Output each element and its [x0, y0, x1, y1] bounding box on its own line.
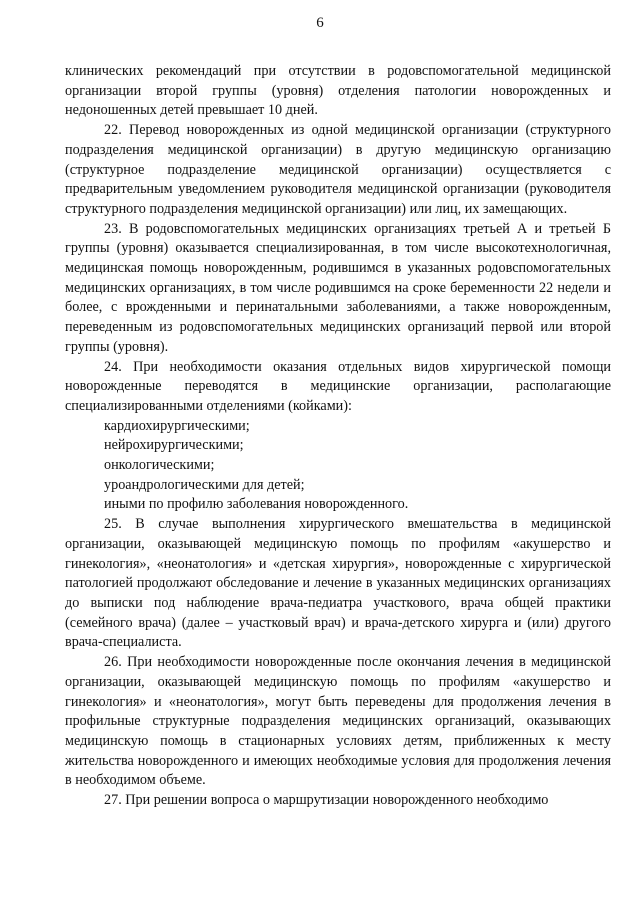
document-body	[65, 62, 611, 811]
paragraph-26: 26. При необходимости новорожденные после окончания лечения в медицинской организации, оказывающей медицинскую помощь по профилям «акушерство и гинекология» и «неонатология», могут быть переведены для продолжения лечения в профильные структурные подразделения медицинских организаций, оказывающих медицинскую помощь в стационарных условиях детям, приближенных к месту жительства новорожденного и имеющих необходимые условия для продолжения лечения в необходимом объеме.	[65, 654, 611, 789]
list-item: нейрохирургическими;	[104, 437, 244, 454]
specialized-departments-list	[65, 417, 611, 516]
list-item: кардиохирургическими;	[104, 417, 250, 434]
paragraph-22: 22. Перевод новорожденных из одной медицинской организации (структурного подразделения медицинской организации) в другую медицинскую организацию (структурное подразделение медицинской организации) осуществляется с предварительным уведомлением руководителя медицинской организации (руководителя структурного подразделения медицинской организации) или лиц, их замещающих.	[65, 122, 611, 217]
paragraph-27: 27. При решении вопроса о маршрутизации новорожденного необходимо	[104, 792, 549, 809]
list-item: онкологическими;	[104, 457, 215, 474]
paragraph-continuation: клинических рекомендаций при отсутствии в родовспомогательной медицинской организации второй группы (уровня) отделения патологии новорожденных и недоношенных детей превышает 10 дней.	[65, 63, 611, 119]
paragraph-25: 25. В случае выполнения хирургического вмешательства в медицинской организации, оказывающей медицинскую помощь по профилям «акушерство и гинекология», «неонатология» и «детская хирургия», новорожденные с хирургической патологией продолжают обследование и лечение в указанных медицинских организациях до выписки под наблюдение врача-педиатра участкового, врача общей практики (семейного врача) (далее – участковый врач) и врача-детского хирурга и (или) другого врача-специалиста.	[65, 516, 611, 651]
paragraph-24: 24. При необходимости оказания отдельных видов хирургической помощи новорожденные переводятся в медицинские организации, располагающие специализированными отделениями (койками):	[65, 358, 611, 414]
list-item: иными по профилю заболевания новорожденного.	[104, 496, 409, 513]
list-item: уроандрологическими для детей;	[104, 476, 305, 493]
page-number: 6	[316, 15, 324, 31]
paragraph-23: 23. В родовспомогательных медицинских организациях третьей А и третьей Б группы (уровня) оказывается специализированная, в том числе высокотехнологичная, медицинская помощь новорожденным, родившимся в указанных родовспомогательных медицинских организациях, в том числе родившимся на сроке беременности 22 недели и более, с врожденными и перинатальными заболеваниями, а также новорожденным, переведенным из родовспомогательных медицинских организаций первой или второй группы (уровня).	[65, 220, 611, 355]
